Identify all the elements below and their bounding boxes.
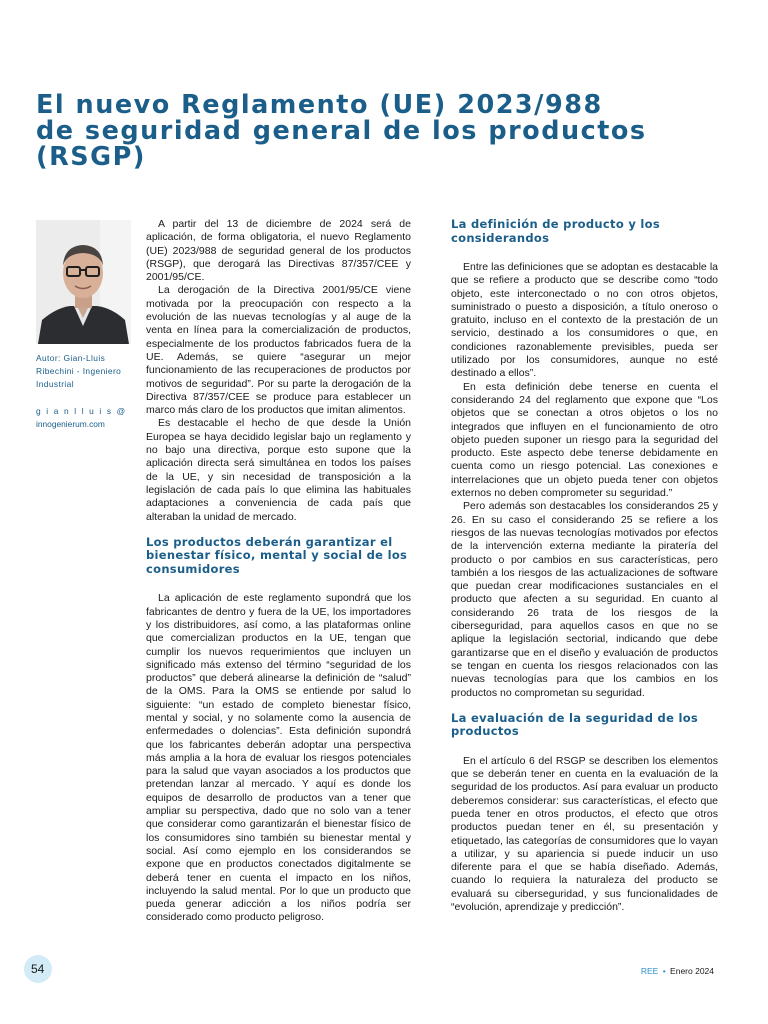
- paragraph: Es destacable el hecho de que desde la Unión Europea se haya decidido legislar bajo un reglamento y no bajo una directiva, porque esto supone que la aplicación directa será simultánea en todos los países de la UE, y sin necesidad de transposición a la legislación de cada país lo que elimina las habituales adaptaciones a conveniencia de cada país que alteraban la unidad de mercado.: [146, 417, 411, 523]
- article-column-right: [451, 218, 718, 914]
- page-number-badge: [24, 955, 52, 983]
- title-line-1: El nuevo Reglamento (UE) 2023/988: [36, 90, 603, 120]
- page-number: 54: [31, 962, 45, 976]
- author-email-domain: innogenierum.com: [36, 419, 105, 429]
- article-title: [36, 92, 736, 170]
- paragraph: En el artículo 6 del RSGP se describen los elementos que se deberán tener en cuenta en la evaluación de la seguridad de los productos. Así para evaluar un producto deberemos considerar: sus características, el efecto que pueda tener en otros productos, el efecto que otros productos puedan tener en él, su presentación y etiquetado, las categorías de consumidores que lo vayan a utilizar, y su apariencia si puede inducir un uso diferente para el que se había diseñado. Además, cuando lo requiera la naturaleza del producto se evaluará su ciberseguridad, y sus funcionalidades de “evolución, aprendizaje y predicción”.: [451, 754, 718, 914]
- paragraph: En esta definición debe tenerse en cuenta el considerando 24 del reglamento que expone que “Los objetos que se conectan a otros objetos o los no integrados que influyen en el funcionamiento de otro objeto pueden suponer un riesgo para la seguridad del producto. Este aspecto debe tenerse debidamente en cuenta como un riesgo potencial. Las conexiones e interrelaciones que un objeto pueda tener con objetos externos no deben comprometer su seguridad.”: [451, 380, 718, 500]
- paragraph: A partir del 13 de diciembre de 2024 será de aplicación, de forma obligatoria, el nuevo Reglamento (UE) 2023/988 de seguridad general de los productos (RSGP), que derogará las Directivas 87/357/CEE y 2001/95/CE.: [146, 218, 411, 284]
- author-credit: Autor: Gian-Lluis Ribechini - Ingeniero Industrial: [36, 353, 122, 389]
- paragraph: La derogación de la Directiva 2001/95/CE viene motivada por la preocupación con respecto a la evolución de las nuevas tecnologías y al auge de la venta en línea para la comercialización de productos, especialmente de los productos fabricados fuera de la UE. Además, se quiere “asegurar un mejor funcionamiento de las recuperaciones de productos por motivos de seguridad”. Por su parte la derogación de la Directiva 87/357/CEE se produce para establecer un marco más claro de los productos que imitan alimentos.: [146, 284, 411, 417]
- footer-separator: •: [662, 966, 666, 976]
- section-heading-definicion: La definición de producto y los considerandos: [451, 217, 661, 245]
- title-line-2: de seguridad general de los productos: [36, 116, 647, 146]
- issue-date: Enero 2024: [670, 966, 714, 976]
- author-email[interactable]: [36, 405, 136, 431]
- section-heading-evaluacion: La evaluación de la seguridad de los productos: [451, 710, 699, 739]
- footer-publication-info: [641, 966, 714, 976]
- paragraph: La aplicación de este reglamento supondrá que los fabricantes de dentro y fuera de la UE, los importadores y los distribuidores, así como, a las plataformas online que comercializan productos en la UE, tengan que cumplir los nuevos requerimientos que incluyen un significado más extenso del término “seguridad de los productos” que deberá alinearse la definición de “salud” de la OMS. Para la OMS se entiende por salud lo siguiente: “un estado de completo bienestar físico, mental y social, y no solamente como la ausencia de enfermedades o dolencias”. Esta definición supondrá que los fabricantes deberán adoptar una perspectiva más amplia a la hora de evaluar los riesgos potenciales para la salud que vayan asociados a los productos que pretendan lanzar al mercado. Y aquí es donde los equipos de desarrollo de productos van a tener que ampliar su perspectiva, dado que no solo van a tener que considerar como garantizarán el bienestar físico de los consumidores sino también su bienestar mental y social. Así como ejemplo en los considerandos se expone que en productos conectados digitalmente se deberá tener en cuenta el impacto en los niños, incluyendo la salud mental. Por lo que un producto que pueda generar adicción a los niños podría ser considerado como producto peligroso.: [146, 592, 411, 924]
- section-heading-bienestar: Los productos deberán garantizar el bienestar físico, mental y social de los consumidores: [146, 534, 408, 576]
- author-photo: [36, 220, 131, 344]
- paragraph: Entre las definiciones que se adoptan es destacable la que se refiere a producto que se describe como “todo objeto, este interconectado o no con otros objetos, suministrado o puesto a disposición, a título oneroso o gratuito, incluso en el contexto de la prestación de un servicio, destinado a los consumidores o que, en condiciones razonablemente previsibles, pueda ser utilizado por los consumidores, aunque no esté destinado a ellos”.: [451, 261, 718, 380]
- article-column-left: [146, 218, 411, 925]
- publication-name: REE: [640, 966, 659, 976]
- paragraph: Pero además son destacables los considerandos 25 y 26. En su caso el considerando 25 se refiere a los riesgos de las nuevas tecnologías motivados por efectos de la intervención externa mediante la piratería del producto o por cambios en sus características, pero también a los riesgos de las actualizaciones de software que puedan crear modificaciones sustanciales en el producto que afecten a su seguridad. En cuanto al considerando 26 trata de los riesgos de la ciberseguridad, para aquellos casos en que no se aplique la legislación sectorial, indicando que debe garantizarse que en el diseño y evaluación de productos se tengan en cuenta los riesgos relacionados con las nuevas tecnologías para que los cambios en los productos no comprometan su seguridad.: [451, 500, 718, 699]
- author-info: [36, 352, 136, 431]
- author-email-user: gianlluis@: [36, 406, 131, 416]
- title-line-3: (RSGP): [36, 142, 146, 172]
- author-portrait-image: [36, 220, 131, 344]
